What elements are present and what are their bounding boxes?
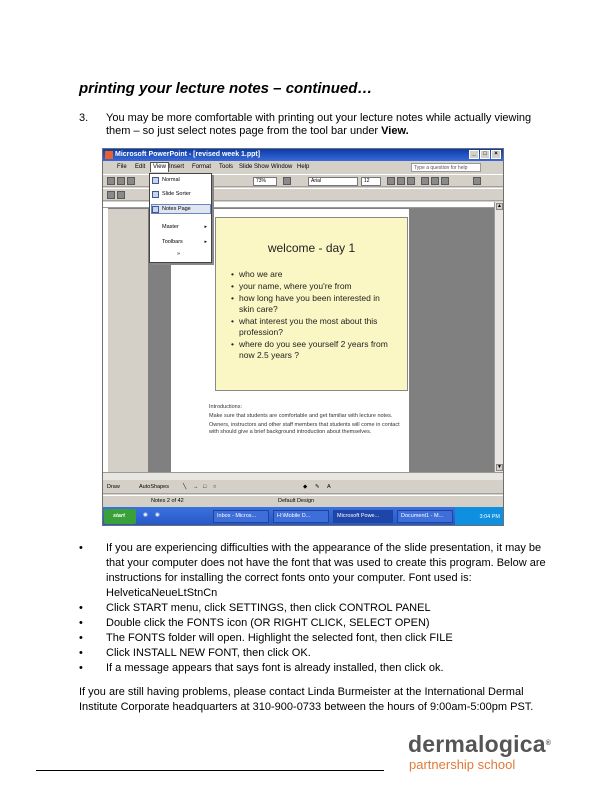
- list-item: • Click START menu, click SETTINGS, then click CONTROL PANEL: [79, 601, 559, 616]
- status-bar: [103, 495, 503, 506]
- text-color-icon[interactable]: A: [327, 484, 331, 490]
- powerpoint-app-icon: [105, 151, 113, 159]
- system-clock: 3:04 PM: [455, 507, 503, 526]
- font-select[interactable]: Arial: [308, 177, 358, 186]
- menu-edit[interactable]: Edit: [135, 164, 146, 170]
- line-tool-icon[interactable]: ╲: [183, 484, 187, 490]
- oval-tool-icon[interactable]: ○: [213, 484, 217, 490]
- submenu-arrow-icon: ▸: [204, 239, 207, 245]
- menu-view[interactable]: View: [150, 162, 169, 172]
- outline-icon[interactable]: [107, 191, 115, 199]
- view-menu-normal[interactable]: Normal: [162, 177, 180, 183]
- slide-bullet: • how long have you been interested in skin care?: [231, 293, 396, 315]
- slide-title: welcome - day 1: [267, 241, 356, 255]
- list-item: • The FONTS folder will open. Highlight the selected font, then click FILE: [79, 631, 559, 646]
- normal-view-icon: [152, 177, 159, 184]
- menu-window[interactable]: Window: [271, 164, 293, 170]
- minimize-icon[interactable]: _: [469, 150, 479, 159]
- slide-bullet: • your name, where you're from: [231, 281, 396, 292]
- notes-page-icon: [152, 206, 159, 213]
- save-icon[interactable]: [127, 177, 135, 185]
- bold-icon[interactable]: [387, 177, 395, 185]
- underline-icon[interactable]: [407, 177, 415, 185]
- logo-brand: [408, 731, 588, 757]
- window-title: Microsoft PowerPoint - [revised week 1.ppt]: [115, 151, 261, 158]
- troubleshooting-list: [79, 541, 559, 676]
- step-body: You may be more comfortable with printing out your lecture notes while actually viewing them – so just select notes page from the tool bar under: [106, 112, 532, 137]
- vertical-scrollbar[interactable]: [494, 202, 503, 472]
- scroll-up-icon[interactable]: ▲: [497, 203, 502, 209]
- step-number: 3.: [79, 112, 89, 124]
- window-titlebar: [103, 149, 503, 161]
- rectangle-tool-icon[interactable]: □: [203, 484, 207, 490]
- menu-tools[interactable]: Tools: [219, 164, 234, 170]
- zoom-select[interactable]: 73%: [253, 177, 277, 186]
- list-item: • Double click the FONTS icon (OR RIGHT CLICK, SELECT OPEN): [79, 616, 559, 631]
- fill-color-icon[interactable]: ◆: [303, 484, 308, 490]
- page-heading: printing your lecture notes – continued…: [79, 80, 373, 97]
- align-left-icon[interactable]: [421, 177, 429, 185]
- slide-bullets: [231, 269, 396, 362]
- help-search-input[interactable]: Type a question for help: [411, 163, 481, 172]
- draw-menu[interactable]: Draw: [107, 484, 120, 490]
- notes-line: Owners, instructors and other staff members that students will come in contact with should give a brief background introduction about themselves.: [209, 422, 400, 435]
- slide-sorter-icon: [152, 191, 159, 198]
- start-button[interactable]: start: [104, 509, 136, 524]
- task-document1[interactable]: Document1 - M...: [397, 510, 453, 523]
- status-notes: Notes 2 of 42: [151, 498, 184, 504]
- status-design: Default Design: [278, 498, 315, 504]
- menu-format[interactable]: Format: [192, 164, 212, 170]
- step-text: [106, 112, 549, 138]
- task-powerpoint[interactable]: Microsoft Powe...: [333, 510, 393, 523]
- list-item: • If you are experiencing difficulties with the appearance of the slide presentation, it may be that your computer does not have the font that was used to create this program. Below are instructions for installing the correct fonts onto your computer. Font used is: HelveticaNeueLtStnCn: [79, 541, 559, 601]
- menu-slide-show[interactable]: Slide Show: [239, 164, 270, 170]
- arrow-tool-icon[interactable]: →: [193, 484, 199, 490]
- line-color-icon[interactable]: ✎: [315, 484, 320, 490]
- dermalogica-logo: [408, 731, 588, 773]
- quick-launch-icon[interactable]: ◉: [143, 512, 148, 518]
- window-controls: [469, 150, 501, 159]
- menu-insert[interactable]: Insert: [169, 164, 185, 170]
- view-menu-master[interactable]: Master: [162, 224, 179, 230]
- help-icon[interactable]: [283, 177, 291, 185]
- view-menu-more[interactable]: »: [177, 251, 181, 257]
- speaker-notes[interactable]: [209, 404, 405, 438]
- view-menu-dropdown: [149, 173, 212, 263]
- menu-file[interactable]: File: [117, 164, 127, 170]
- slide-bullet: • what interest you the most about this profession?: [231, 316, 396, 338]
- task-mobile-drive[interactable]: H:\Mobile D...: [273, 510, 329, 523]
- notes-line: Make sure that students are comfortable and get familiar with lecture notes.: [209, 413, 393, 419]
- logo-brand-text: dermalogica: [408, 731, 546, 757]
- bullets-icon[interactable]: [117, 191, 125, 199]
- step-emphasis: View.: [381, 125, 409, 137]
- maximize-icon[interactable]: □: [480, 150, 490, 159]
- contact-paragraph: If you are still having problems, please contact Linda Burmeister at the International Dermal Institute Corporate headquarters at 310-900-0733 between the hours of 9:00am-5:00pm PST.: [79, 686, 534, 713]
- notes-label: Introductions:: [209, 404, 243, 410]
- new-icon[interactable]: [107, 177, 115, 185]
- quick-launch-icon[interactable]: ◉: [155, 512, 160, 518]
- step-3: [79, 112, 549, 138]
- slide-thumbnail[interactable]: [215, 217, 408, 391]
- slide-bullet: • where do you see yourself 2 years from now 2.5 years ?: [231, 339, 396, 361]
- menu-help[interactable]: Help: [297, 164, 310, 170]
- font-color-icon[interactable]: [473, 177, 481, 185]
- open-icon[interactable]: [117, 177, 125, 185]
- logo-registered-mark: ®: [545, 740, 552, 747]
- submenu-arrow-icon: ▸: [204, 224, 207, 230]
- outline-pane[interactable]: [108, 209, 148, 472]
- close-icon[interactable]: ×: [491, 150, 501, 159]
- task-inbox[interactable]: Inbox - Micros...: [213, 510, 269, 523]
- autoshapes-menu[interactable]: AutoShapes: [139, 484, 169, 490]
- slide-bullet: • who we are: [231, 269, 396, 280]
- scroll-down-icon[interactable]: ▼: [497, 464, 502, 470]
- horizontal-scrollbar[interactable]: [103, 472, 503, 480]
- footer-rule: [36, 770, 384, 771]
- powerpoint-screenshot: [102, 148, 504, 526]
- align-center-icon[interactable]: [431, 177, 439, 185]
- drawing-toolbar: [103, 481, 503, 494]
- view-menu-slide-sorter[interactable]: Slide Sorter: [162, 191, 191, 197]
- view-menu-toolbars[interactable]: Toolbars: [162, 239, 183, 245]
- windows-taskbar: [103, 507, 503, 526]
- logo-subtitle: partnership school: [409, 757, 516, 772]
- align-right-icon[interactable]: [441, 177, 449, 185]
- view-menu-notes-page[interactable]: Notes Page: [162, 206, 191, 212]
- font-size-select[interactable]: 12: [361, 177, 381, 186]
- italic-icon[interactable]: [397, 177, 405, 185]
- list-item: • Click INSTALL NEW FONT, then click OK.: [79, 646, 559, 661]
- list-item: • If a message appears that says font is already installed, then click ok.: [79, 661, 559, 676]
